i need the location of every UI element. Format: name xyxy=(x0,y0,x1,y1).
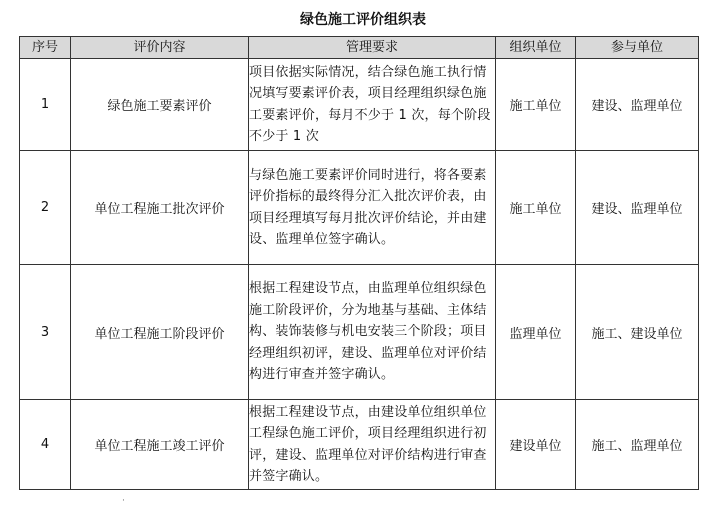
row-organizer: 建设单位 xyxy=(496,400,576,490)
row-content: 单位工程施工竣工评价 xyxy=(71,400,249,490)
table-row xyxy=(20,265,699,400)
row-organizer: 监理单位 xyxy=(496,265,576,400)
row-organizer: 施工单位 xyxy=(496,151,576,265)
header-organizer: 组织单位 xyxy=(496,37,576,59)
row-content: 绿色施工要素评价 xyxy=(71,59,249,151)
row-requirement: 根据工程建设节点，由监理单位组织绿色施工阶段评价，分为地基与基础、主体结构、装饰装修与机电安装三个阶段；项目经理组织初评，建设、监理单位对评价结构进行审查并签字确认。 xyxy=(249,265,496,400)
row-participants: 施工、监理单位 xyxy=(576,400,699,490)
row-requirement: 项目依据实际情况，结合绿色施工执行情况填写要素评价表，项目经理组织绿色施工要素评价，每月不少于 1 次，每个阶段不少于 1 次 xyxy=(249,59,496,151)
table-row xyxy=(20,151,699,265)
row-seq: 2 xyxy=(20,151,71,265)
table-row xyxy=(20,59,699,151)
row-seq: 3 xyxy=(20,265,71,400)
header-participants: 参与单位 xyxy=(576,37,699,59)
table-row xyxy=(20,400,699,490)
header-requirement: 管理要求 xyxy=(249,37,496,59)
row-participants: 施工、建设单位 xyxy=(576,265,699,400)
row-requirement: 与绿色施工要素评价同时进行，将各要素评价指标的最终得分汇入批次评价表，由项目经理填写每月批次评价结论，并由建设、监理单位签字确认。 xyxy=(249,151,496,265)
row-participants: 建设、监理单位 xyxy=(576,59,699,151)
row-requirement: 根据工程建设节点，由建设单位组织单位工程绿色施工评价，项目经理组织进行初评，建设、监理单位对评价结构进行审查并签字确认。 xyxy=(249,400,496,490)
row-organizer: 施工单位 xyxy=(496,59,576,151)
header-seq: 序号 xyxy=(20,37,71,59)
header-content: 评价内容 xyxy=(71,37,249,59)
footer-mark: · xyxy=(122,496,125,506)
row-content: 单位工程施工阶段评价 xyxy=(71,265,249,400)
row-participants: 建设、监理单位 xyxy=(576,151,699,265)
row-seq: 4 xyxy=(20,400,71,490)
row-seq: 1 xyxy=(20,59,71,151)
table-header-row xyxy=(20,37,699,59)
evaluation-table xyxy=(19,36,699,490)
row-content: 单位工程施工批次评价 xyxy=(71,151,249,265)
page-title: 绿色施工评价组织表 xyxy=(300,12,426,28)
